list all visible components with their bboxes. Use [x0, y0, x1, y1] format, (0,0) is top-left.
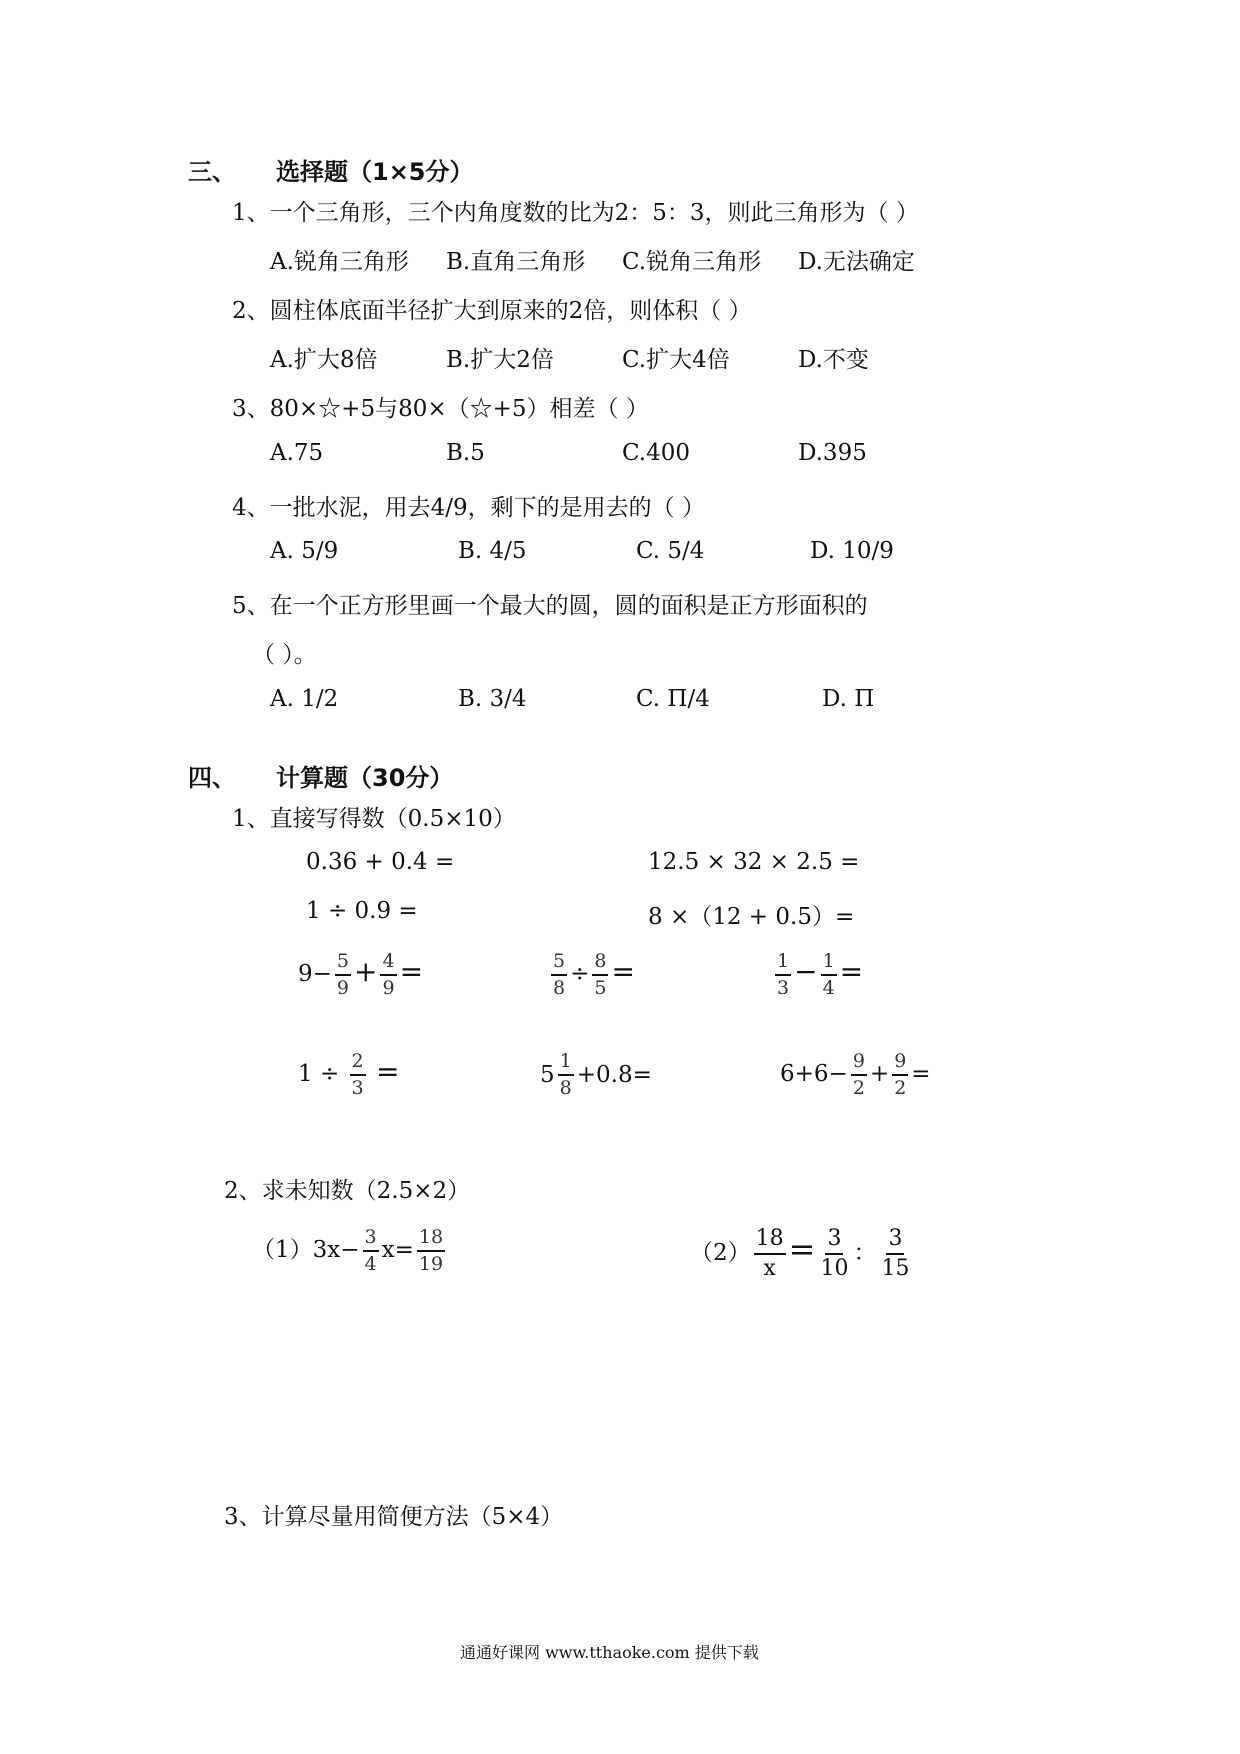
question-1-option-d: D.无法确定	[798, 249, 915, 275]
calc-row3-expr1: 9− $\frac{5}{9}$ + $\frac{4}{9}$ =	[298, 950, 424, 999]
calc-row3-expr3: $\frac{1}{3}$ − $\frac{1}{4}$ =	[777, 950, 864, 999]
question-4-option-c: C. 5/4	[636, 538, 705, 564]
question-5-option-d: D. П	[822, 686, 875, 712]
equation-2: （2） $\frac{18}{x}$ = $\frac{3}{10}$ ： $\frac{3}{15}$	[690, 1226, 910, 1281]
fraction: $\frac{1}{3}$	[777, 950, 790, 999]
fraction: $\frac{18}{19}$	[418, 1226, 444, 1275]
section-3-title: 选择题（1×5分）	[276, 158, 474, 186]
equation-1: （1）3x− $\frac{3}{4}$ x= $\frac{18}{19}$	[252, 1226, 444, 1275]
fraction: $\frac{5}{8}$	[553, 950, 566, 999]
question-4-option-a: A. 5/9	[270, 538, 339, 564]
calc-row2-expr1: 1 ÷ 0.9 =	[306, 898, 418, 924]
fraction: $\frac{9}{2}$	[894, 1050, 907, 1099]
section-3-number: 三、	[188, 158, 236, 186]
question-2-option-d: D.不变	[798, 347, 869, 373]
calc-row1-expr1: 0.36 + 0.4 =	[306, 849, 455, 875]
question-2-stem: 2、圆柱体底面半径扩大到原来的2倍，则体积（ ）	[232, 298, 752, 324]
fraction: $\frac{2}{3}$	[351, 1050, 364, 1099]
fraction: $\frac{3}{10}$	[820, 1226, 849, 1281]
fraction: $\frac{3}{15}$	[881, 1226, 910, 1281]
question-2-option-a: A.扩大8倍	[270, 347, 378, 373]
part-3-title: 3、计算尽量用简便方法（5×4）	[224, 1504, 564, 1530]
part-1-title: 1、直接写得数（0.5×10）	[232, 806, 516, 832]
question-3-option-d: D.395	[798, 440, 867, 466]
calc-row1-expr2: 12.5 × 32 × 2.5 =	[648, 849, 860, 875]
fraction: $\frac{4}{9}$	[382, 950, 395, 999]
question-5-stem-continued: （ ）。	[252, 642, 317, 668]
question-1-stem: 1、一个三角形，三个内角度数的比为2：5：3，则此三角形为（ ）	[232, 200, 919, 226]
calc-row3-expr2: $\frac{5}{8}$ ÷ $\frac{8}{5}$ =	[553, 950, 635, 999]
part-2-title: 2、求未知数（2.5×2）	[224, 1178, 471, 1204]
fraction: $\frac{18}{x}$	[755, 1226, 784, 1281]
question-1-option-a: A.锐角三角形	[270, 249, 409, 275]
section-4-number: 四、	[188, 764, 236, 792]
question-4-option-d: D. 10/9	[810, 538, 894, 564]
question-4-stem: 4、一批水泥，用去4/9，剩下的是用去的（ ）	[232, 495, 705, 521]
question-4-option-b: B. 4/5	[458, 538, 527, 564]
question-5-option-c: C. П/4	[636, 686, 710, 712]
calc-row4-expr2: 5 1 8 +0.8=	[540, 1050, 652, 1099]
question-3-option-b: B.5	[446, 440, 485, 466]
question-5-option-b: B. 3/4	[458, 686, 527, 712]
question-3-option-a: A.75	[270, 440, 324, 466]
question-2-option-b: B.扩大2倍	[446, 347, 554, 373]
fraction: $\frac{8}{5}$	[594, 950, 607, 999]
fraction: $\frac{3}{4}$	[364, 1226, 377, 1275]
fraction: $\frac{1}{4}$	[822, 950, 835, 999]
fraction: $\frac{9}{2}$	[852, 1050, 865, 1099]
question-5-stem: 5、在一个正方形里画一个最大的圆，圆的面积是正方形面积的	[232, 593, 868, 619]
question-1-option-c: C.锐角三角形	[622, 249, 762, 275]
question-5-option-a: A. 1/2	[270, 686, 339, 712]
question-1-option-b: B.直角三角形	[446, 249, 586, 275]
fraction: 1 8	[559, 1050, 572, 1099]
calc-row4-expr3: 6+6− $\frac{9}{2}$ + $\frac{9}{2}$ =	[780, 1050, 931, 1099]
calc-row2-expr2: 8 ×（12 + 0.5）=	[648, 904, 855, 930]
section-4-title: 计算题（30分）	[276, 764, 454, 792]
question-2-option-c: C.扩大4倍	[622, 347, 730, 373]
calc-row4-expr1: 1 ÷ $\frac{2}{3}$ =	[298, 1050, 400, 1099]
question-3-option-c: C.400	[622, 440, 690, 466]
page-footer: 通通好课网 www.tthaoke.com 提供下载	[460, 1643, 759, 1662]
question-3-stem: 3、80×☆+5与80×（☆+5）相差（ ）	[232, 396, 649, 422]
fraction: $\frac{5}{9}$	[336, 950, 349, 999]
